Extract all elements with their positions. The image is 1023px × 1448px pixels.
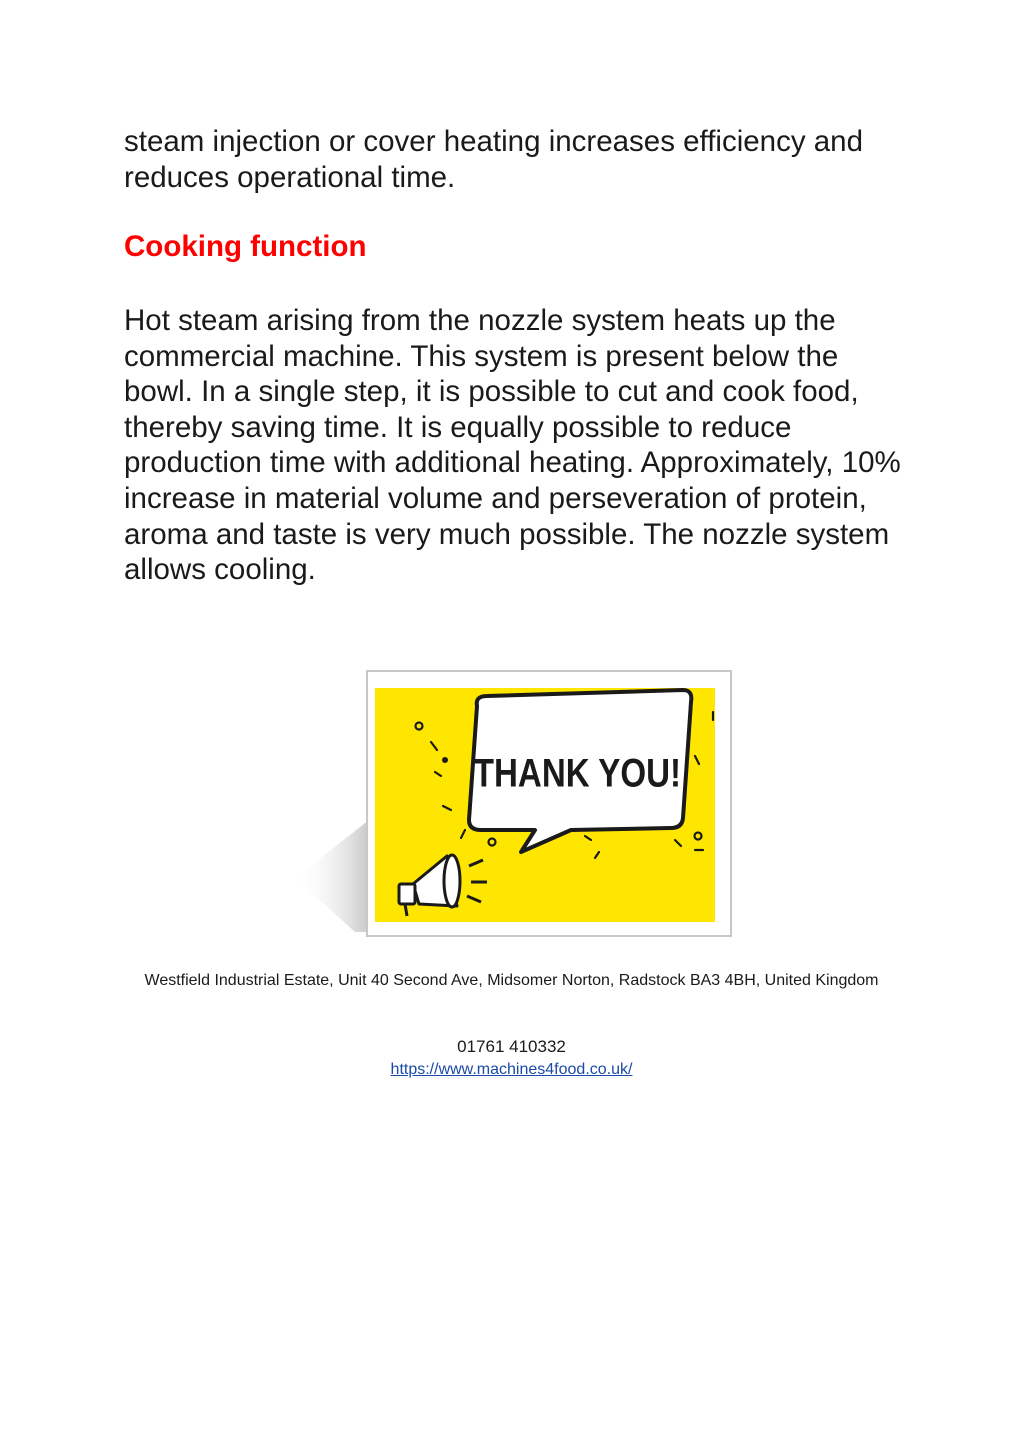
section-paragraph: Hot steam arising from the nozzle system heats up the commercial machine. This system is present below the bowl. In a single step, it is possible to cut and cook food, thereby saving time. It is equally possible to reduce production time with additional heating. Approximately, 10% increase in material volume and perseveration of protein, aroma and taste is very much possible. The nozzle system allows cooling. (124, 304, 901, 587)
intro-paragraph: steam injection or cover heating increases efficiency and reduces operational time. (124, 125, 863, 194)
footer-website (0, 1060, 1023, 1080)
footer-address: Westfield Industrial Estate, Unit 40 Second Ave, Midsomer Norton, Radstock BA3 4BH, United Kingdom (144, 972, 879, 989)
section-heading: Cooking function (124, 230, 367, 263)
thank-you-image (295, 670, 735, 938)
website-link[interactable]: https://www.machines4food.co.uk/ (390, 1061, 633, 1078)
bubble-text: THANK YOU! (473, 750, 682, 796)
image-shadow (295, 820, 369, 932)
footer-phone: 01761 410332 (457, 1037, 566, 1056)
